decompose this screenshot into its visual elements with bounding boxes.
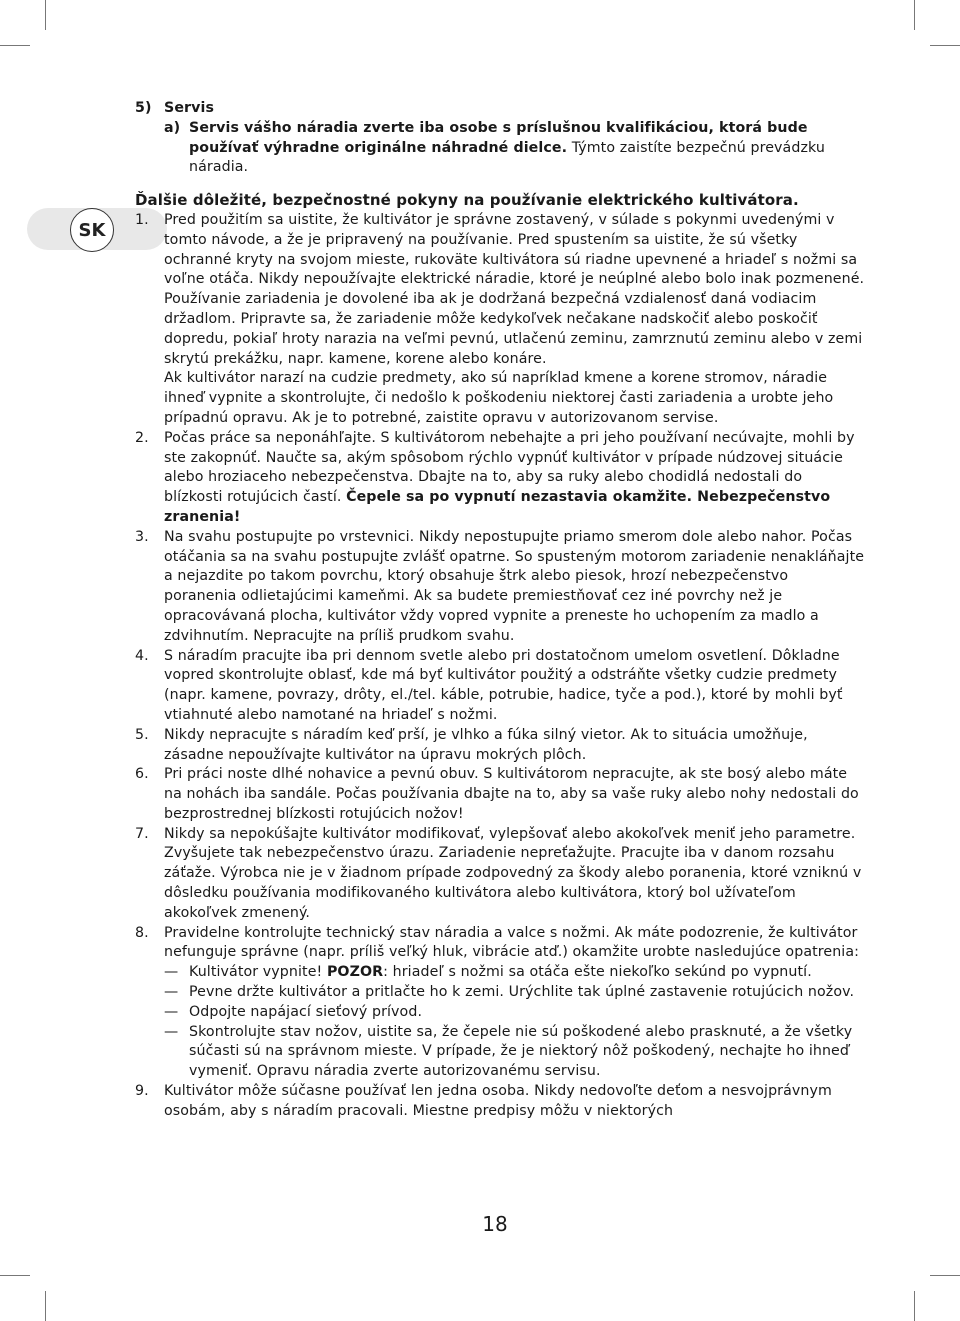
language-tab-badge <box>70 208 114 252</box>
crop-mark <box>930 45 960 46</box>
list-item-number: 5. <box>135 726 149 743</box>
list-item <box>135 765 865 824</box>
dash-bullet: — <box>164 1003 179 1020</box>
list-item-number: 7. <box>135 825 149 842</box>
crop-mark <box>914 1291 915 1321</box>
page-content <box>135 99 865 1122</box>
list-item <box>135 647 865 726</box>
list-item-text <box>164 924 865 1082</box>
measure-text: Pevne držte kultivátor a pritlačte ho k zemi. Urýchlite tak úplné zastavenie rotujúcich nožov. <box>189 984 855 1001</box>
service-item-bold: Servis vášho náradia zverte iba osobe s príslušnou kvalifikáciou, ktorá bude používať výhradne originálne náhradné dielce. <box>189 119 808 156</box>
list-item-text: Nikdy nepracujte s náradím keď prší, je vlhko a fúka silný vietor. Ak to situácia umožňuje, zásadne nepoužívajte kultivátor na úpravu mokrých plôch. <box>164 726 808 763</box>
list-item-paragraph: Ak kultivátor narazí na cudzie predmety, ako sú napríklad kmene a korene stromov, náradie ihneď vypnite a skontrolujte, či nedošlo k poškodeniu niektorej časti zariadenia a urobte jeho prípadnú opravu. Ak je to potrebné, zaistite opravu v autorizovanom servise. <box>164 370 834 426</box>
dash-bullet: — <box>164 984 179 1001</box>
list-item-number: 8. <box>135 924 149 941</box>
list-item <box>135 924 865 1082</box>
measure-text: Skontrolujte stav nožov, uistite sa, že čepele nie sú poškodené alebo prasknuté, a že všetky súčasti sú na správnom mieste. V prípade, že je niektorý nôž poškodený, nechajte ho ihneď vymeniť. Opravu náradia zverte autorizovanému servisu. <box>189 1023 853 1080</box>
list-item <box>135 726 865 766</box>
measure-item <box>164 963 865 983</box>
list-item-text: Pri práci noste dlhé nohavice a pevnú obuv. S kultivátorom nepracujte, ak ste bosý alebo máte na nohách iba sandále. Počas používania dbajte na to, aby sa vaše ruky alebo nohy nedostali do bezprostrednej blízkosti rotujúcich nožov! <box>164 766 859 822</box>
list-item-number: 2. <box>135 429 149 446</box>
crop-mark <box>914 0 915 30</box>
dash-bullet: — <box>164 964 179 981</box>
crop-mark <box>0 45 30 46</box>
list-item-text: Na svahu postupujte po vrstevnici. Nikdy nepostupujte priamo smerom dole alebo nahor. Počas otáčania sa na svahu postupujte zvlášť opatrne. So spusteným motorom zariadenie nenakláňajte a nejazdite po takom povrchu, ktorý obsahuje štrk alebo piesok, hrozí nebezpečenstvo poranenia odlietajúcimi kameňmi. Ak sa budete premiestňovať cez iné povrchy než je opracovávaná plocha, kultivátor vždy vopred vypnite a preneste ho uchopením za madlo a zdvihnutím. Nepracujte na príliš prudkom svahu. <box>164 528 865 644</box>
list-item-warning: Čepele sa po vypnutí nezastavia okamžite. Nebezpečenstvo zranenia! <box>164 489 831 525</box>
language-code: SK <box>78 219 106 241</box>
crop-mark <box>0 1275 30 1276</box>
page-number: 18 <box>482 1212 508 1236</box>
list-item-text <box>164 429 865 528</box>
list-item-text: Nikdy sa nepokúšajte kultivátor modifikovať, vylepšovať alebo akokoľvek meniť jeho parametre. Zvyšujete tak nebezpečenstvo úrazu. Zariadenie nepreťažujte. Pracujte iba v danom rozsahu záťaže. Výrobca nie je v žiadnom prípade zodpovedný za škody alebo poranenia, ktoré vzniknú v dôsledku používania modifikovaného kultivátora alebo kultivátora, ktorý bol užívateľom akokoľvek zmenený. <box>164 825 862 921</box>
list-item-number: 3. <box>135 528 149 545</box>
list-item <box>135 825 865 924</box>
measure-text: Odpojte napájací sieťový prívod. <box>189 1003 423 1020</box>
list-item-text: S náradím pracujte iba pri dennom svetle alebo pri dostatočnom umelom osvetlení. Dôkladne vopred skontrolujte oblasť, kde má byť kultivátor použitý a odstráňte všetky cudzie predmety (napr. kamene, povrazy, drôty, el./tel. káble, potrubie, hadice, tyče a pod.), ktoré by mohli byť vtiahnuté alebo namotané na hriadeľ s nožmi. <box>164 647 843 723</box>
crop-mark <box>930 1275 960 1276</box>
list-item-number: 6. <box>135 766 149 783</box>
section-title: Servis <box>164 100 214 116</box>
service-item-label: a) <box>164 119 181 136</box>
list-item-text <box>164 211 865 429</box>
list-item-number: 4. <box>135 647 149 664</box>
list-item-text: Kultivátor môže súčasne používať len jedna osoba. Nikdy nedovoľte deťom a nesvojprávnym osobám, aby s náradím pracovali. Miestne predpisy môžu v niektorých <box>164 1083 832 1119</box>
crop-mark <box>45 0 46 30</box>
list-item <box>135 429 865 528</box>
section-service <box>135 99 865 119</box>
list-item-paragraph: Pravidelne kontrolujte technický stav náradia a valce s nožmi. Ak máte podozrenie, že kultivátor nefunguje správne (napr. príliš veľký hluk, vibrácie atď.) okamžite urobte nasledujúce opatrenia: <box>164 924 860 961</box>
measure-item <box>164 1003 865 1023</box>
service-item <box>135 119 865 178</box>
section-number: 5) <box>135 100 152 116</box>
service-item-text <box>189 119 865 178</box>
measure-item <box>164 983 865 1003</box>
measure-warning: POZOR <box>326 964 384 981</box>
list-item-number: 1. <box>135 211 149 228</box>
crop-mark <box>45 1291 46 1321</box>
list-item-number: 9. <box>135 1083 149 1100</box>
dash-bullet: — <box>164 1023 179 1040</box>
list-item <box>135 528 865 647</box>
section-heading: Ďalšie dôležité, bezpečnostné pokyny na používanie elektrického kultivátora. <box>135 191 799 210</box>
list-item-normal: Počas práce sa neponáhľajte. S kultivátorom nebehajte a pri jeho používaní necúvajte, mohli by ste zakopnúť. Naučte sa, akým spôsobom rýchlo vypnúť kultivátor v prípade núdzovej situácie alebo hroziaceho nebezpečenstva. Dbajte na to, aby sa ruky alebo chodidlá nedostali do blízkosti rotujúcich častí. <box>164 429 855 506</box>
list-item <box>135 211 865 429</box>
list-item-paragraph: Pred použitím sa uistite, že kultivátor je správne zostavený, v súlade s pokynmi uvedenými v tomto návode, a že je pripravený na používanie. Pred spustením sa uistite, že sú všetky ochranné kryty na svojom mieste, rukoväte kultivátora sú riadne upevnené a hriadeľ s nožmi sa voľne otáča. Nikdy nepoužívajte elektrické náradie, ktoré je neúplné alebo bolo inak pozmenené. Používanie zariadenia je dovolené iba ak je dodržaná bezpečná vzdialenosť daná vodiacim držadlom. Pripravte sa, že zariadenie môže kedykoľvek nečakane nadskočiť alebo poskočiť dopredu, pokiaľ hroty narazia na veľmi pevnú, utlačenú zeminu, zamrznutú zeminu alebo v zemi skrytú prekážku, napr. kamene, korene alebo konáre. <box>164 211 865 367</box>
service-item-normal: Týmto zaistíte bezpečnú prevádzku náradia. <box>189 139 825 176</box>
measure-text: Kultivátor vypnite! POZOR: hriadeľ s nožmi sa otáča ešte niekoľko sekúnd po vypnutí. <box>189 964 812 981</box>
list-item <box>135 1082 865 1122</box>
measure-item <box>164 1023 865 1082</box>
